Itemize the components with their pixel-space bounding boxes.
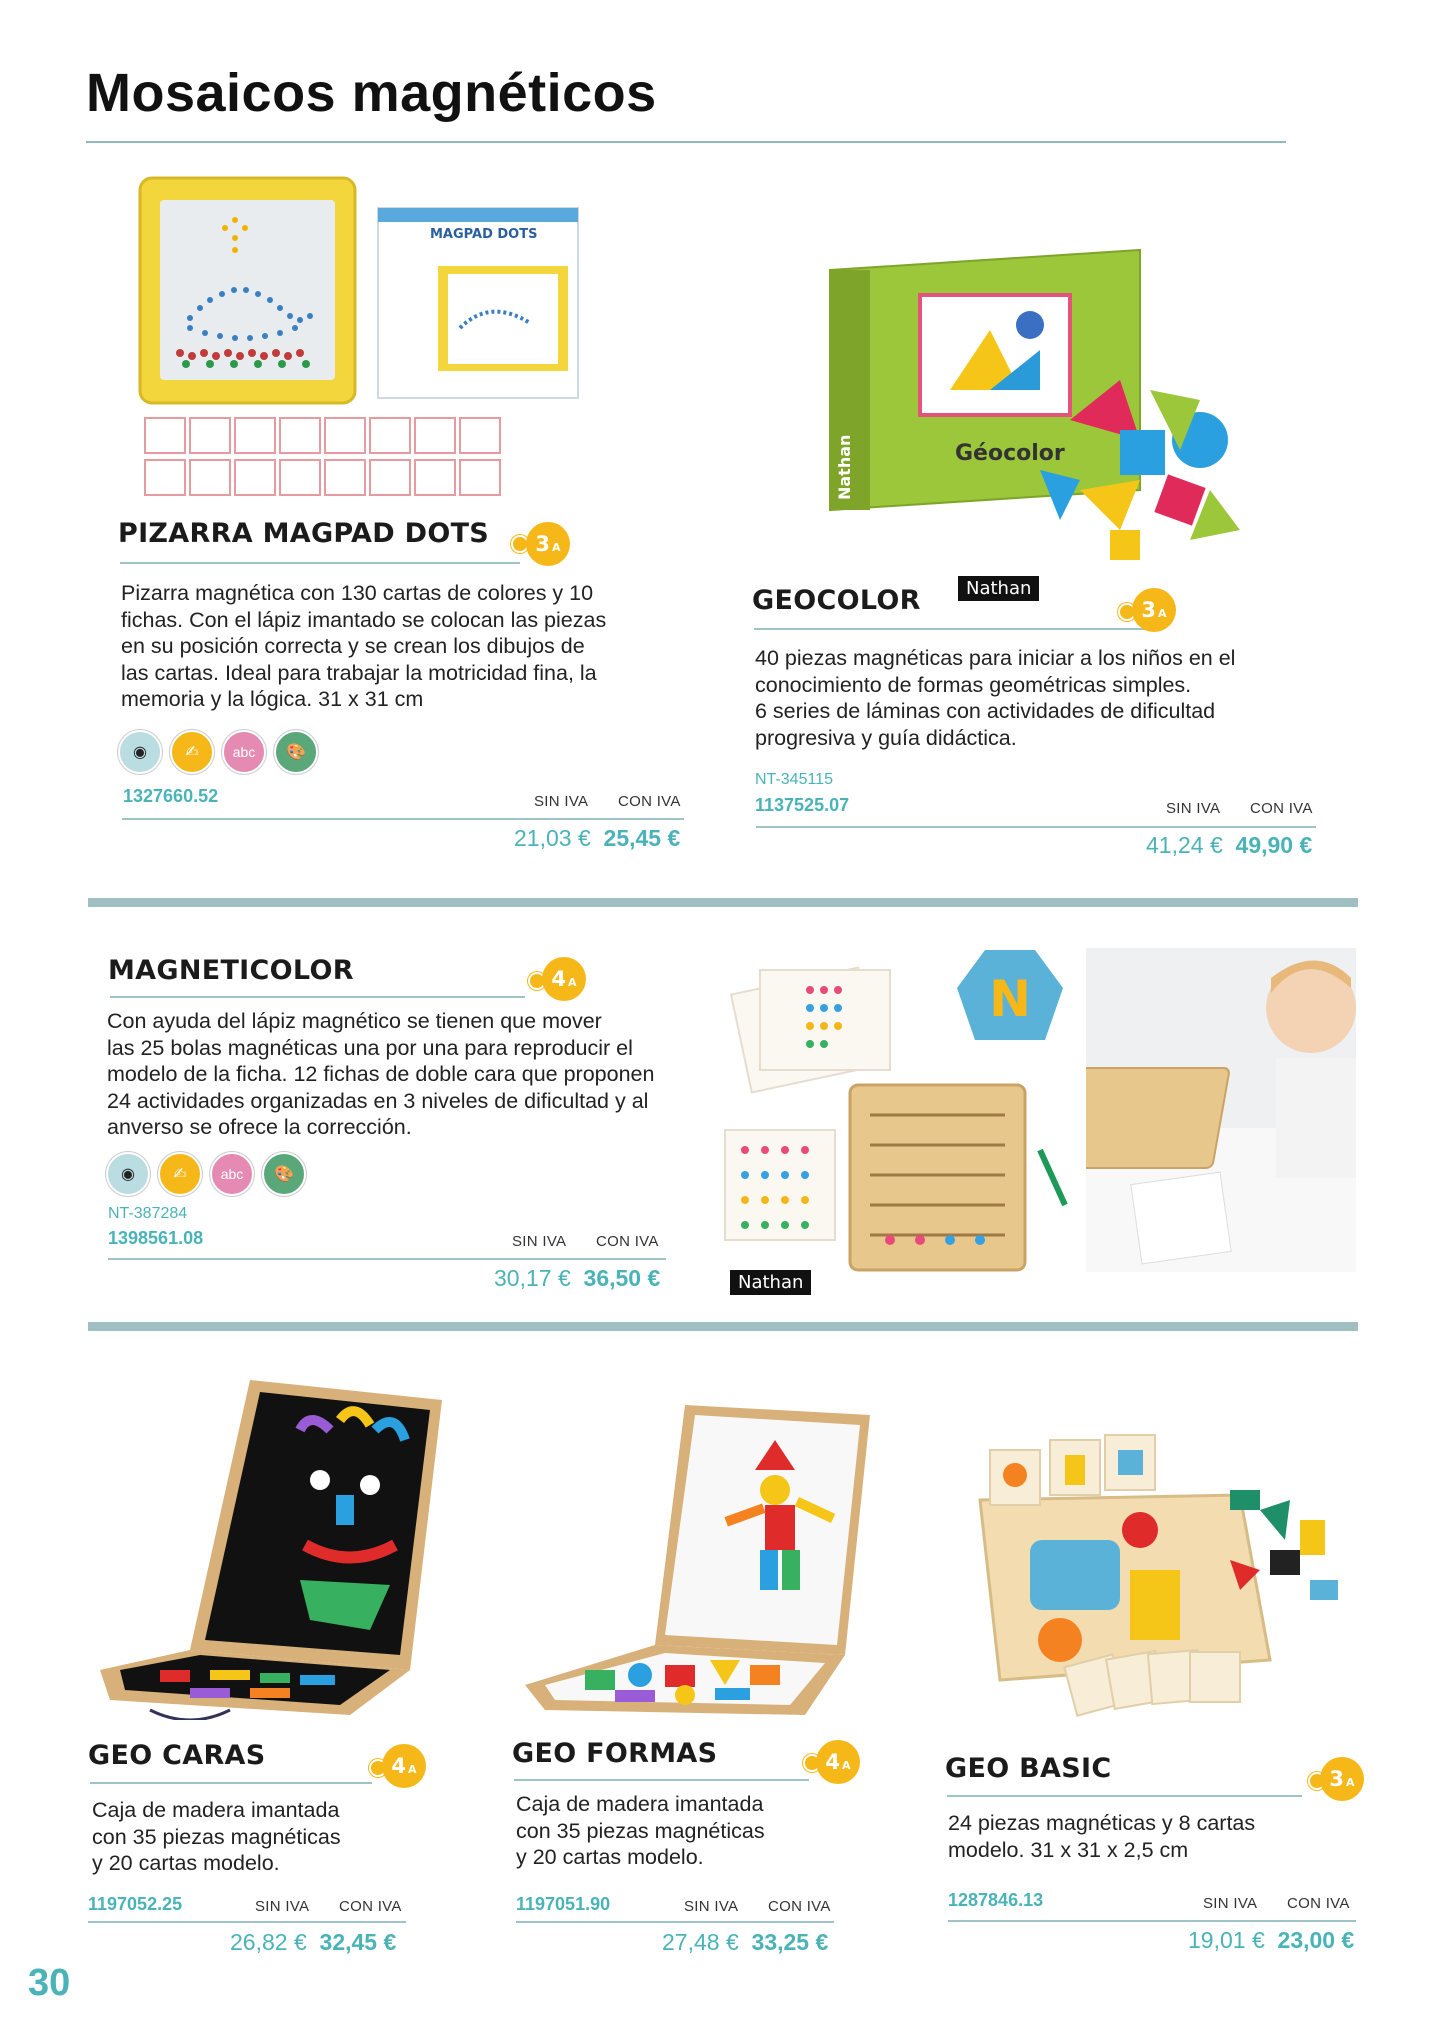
new-badge bbox=[955, 948, 1065, 1048]
sin-iva-label: SIN IVA bbox=[1166, 800, 1221, 817]
geocolor-product-image bbox=[820, 240, 1260, 570]
age-badge: 3 A bbox=[1320, 1757, 1364, 1801]
geoformas-ref: 1197051.90 bbox=[516, 1894, 611, 1914]
geocaras-ref: 1197052.25 bbox=[88, 1894, 183, 1914]
geocaras-description: Caja de madera imantada con 35 piezas magnéticas y 20 cartas modelo. bbox=[92, 1798, 341, 1875]
geobasic-product-image bbox=[940, 1410, 1350, 1720]
age-badge: 3 A bbox=[526, 522, 570, 566]
motor-icon: ✍ bbox=[158, 1152, 202, 1196]
sin-iva-label: SIN IVA bbox=[1203, 1895, 1258, 1912]
magneticolor-name: MAGNETICOLOR bbox=[108, 955, 354, 986]
geocolor-ref: 1137525.07 bbox=[755, 795, 850, 815]
geocaras-price: 26,82 € 32,45 € bbox=[230, 1929, 397, 1955]
section-separator bbox=[88, 898, 1358, 907]
geoformas-description: Caja de madera imantada con 35 piezas magnéticas y 20 cartas modelo. bbox=[516, 1792, 765, 1869]
magpad-name: PIZARRA MAGPAD DOTS bbox=[118, 518, 490, 549]
price-divider bbox=[108, 1258, 666, 1260]
magneticolor-price: 30,17 € 36,50 € bbox=[494, 1265, 661, 1291]
page-title: Mosaicos magnéticos bbox=[86, 63, 657, 123]
con-iva-label: CON IVA bbox=[768, 1898, 831, 1915]
price-divider bbox=[122, 818, 684, 820]
sin-iva-label: SIN IVA bbox=[684, 1898, 739, 1915]
nathan-logo: Nathan bbox=[730, 1270, 811, 1295]
abc-icon: abc bbox=[222, 730, 266, 774]
age-badge: 3 A bbox=[1132, 588, 1176, 632]
senses-icon: ◉ bbox=[106, 1152, 150, 1196]
geoformas-name: GEO FORMAS bbox=[512, 1738, 718, 1769]
magneticolor-description: Con ayuda del lápiz magnético se tienen que mover las 25 bolas magnéticas una por una para reproducir el modelo de la ficha. 12 fichas de doble cara que proponen 24 actividades organizadas en 3 niveles de dificultad y al anverso se ofrece la corrección. bbox=[107, 1009, 655, 1139]
magneticolor-child-photo bbox=[1086, 948, 1356, 1272]
nathan-logo: Nathan bbox=[958, 576, 1039, 601]
page-number: 30 bbox=[28, 1962, 71, 2004]
motor-icon: ✍ bbox=[170, 730, 214, 774]
geocolor-description: 40 piezas magnéticas para iniciar a los niños en el conocimiento de formas geométricas simples. 6 series de láminas con actividades de dificultad progresiva y guía didáctica. bbox=[755, 646, 1236, 750]
title-divider bbox=[86, 141, 1286, 143]
geobasic-name-divider bbox=[947, 1795, 1302, 1797]
magneticolor-nt: NT-387284 bbox=[108, 1205, 188, 1222]
palette-icon: 🎨 bbox=[262, 1152, 306, 1196]
magneticolor-name-divider bbox=[110, 996, 525, 998]
geocaras-product-image bbox=[100, 1370, 450, 1720]
con-iva-label: CON IVA bbox=[618, 793, 681, 810]
magpad-ref: 1327660.52 bbox=[123, 786, 219, 806]
geoformas-product-image bbox=[525, 1395, 875, 1725]
con-iva-label: CON IVA bbox=[1287, 1895, 1350, 1912]
geocolor-price: 41,24 € 49,90 € bbox=[1146, 832, 1313, 858]
age-badge: 4 A bbox=[816, 1740, 860, 1784]
magpad-product-image bbox=[130, 168, 590, 503]
geocolor-nt: NT-345115 bbox=[755, 771, 833, 788]
sin-iva-label: SIN IVA bbox=[255, 1898, 310, 1915]
senses-icon: ◉ bbox=[118, 730, 162, 774]
magpad-description: Pizarra magnética con 130 cartas de colores y 10 fichas. Con el lápiz imantado se colocan las piezas en su posición correcta y se crean los dibujos de las cartas. Ideal para trabajar la motricidad fina, la memoria y la lógica. 31 x 31 cm bbox=[121, 581, 607, 711]
abc-icon: abc bbox=[210, 1152, 254, 1196]
new-badge-letter: N bbox=[989, 970, 1031, 1028]
magpad-price: 21,03 € 25,45 € bbox=[514, 825, 681, 851]
price-divider bbox=[756, 826, 1316, 828]
geocaras-name: GEO CARAS bbox=[88, 1740, 266, 1771]
price-divider bbox=[948, 1920, 1356, 1922]
geobasic-ref: 1287846.13 bbox=[948, 1890, 1044, 1910]
geobasic-description: 24 piezas magnéticas y 8 cartas modelo. 31 x 31 x 2,5 cm bbox=[948, 1811, 1256, 1862]
geobasic-price: 19,01 € 23,00 € bbox=[1188, 1927, 1355, 1953]
con-iva-label: CON IVA bbox=[1250, 800, 1313, 817]
geocolor-box-label: Géocolor bbox=[955, 441, 1065, 466]
geocaras-name-divider bbox=[90, 1782, 372, 1784]
geocolor-box-publisher: Nathan bbox=[835, 434, 854, 500]
section-separator bbox=[88, 1322, 1358, 1331]
geocolor-name: GEOCOLOR bbox=[752, 585, 921, 616]
magneticolor-ref: 1398561.08 bbox=[108, 1228, 204, 1248]
age-badge: 4 A bbox=[382, 1744, 426, 1788]
sin-iva-label: SIN IVA bbox=[512, 1233, 567, 1250]
geoformas-price: 27,48 € 33,25 € bbox=[662, 1929, 829, 1955]
geocolor-name-divider bbox=[754, 628, 1154, 630]
age-badge: 4 A bbox=[542, 957, 586, 1001]
price-divider bbox=[88, 1921, 406, 1923]
geobasic-name: GEO BASIC bbox=[945, 1753, 1112, 1784]
magpad-name-divider bbox=[120, 562, 520, 564]
price-divider bbox=[516, 1921, 834, 1923]
magpad-box-label: MAGPAD DOTS bbox=[430, 227, 538, 242]
geoformas-name-divider bbox=[514, 1779, 809, 1781]
palette-icon: 🎨 bbox=[274, 730, 318, 774]
con-iva-label: CON IVA bbox=[596, 1233, 659, 1250]
con-iva-label: CON IVA bbox=[339, 1898, 402, 1915]
sin-iva-label: SIN IVA bbox=[534, 793, 589, 810]
